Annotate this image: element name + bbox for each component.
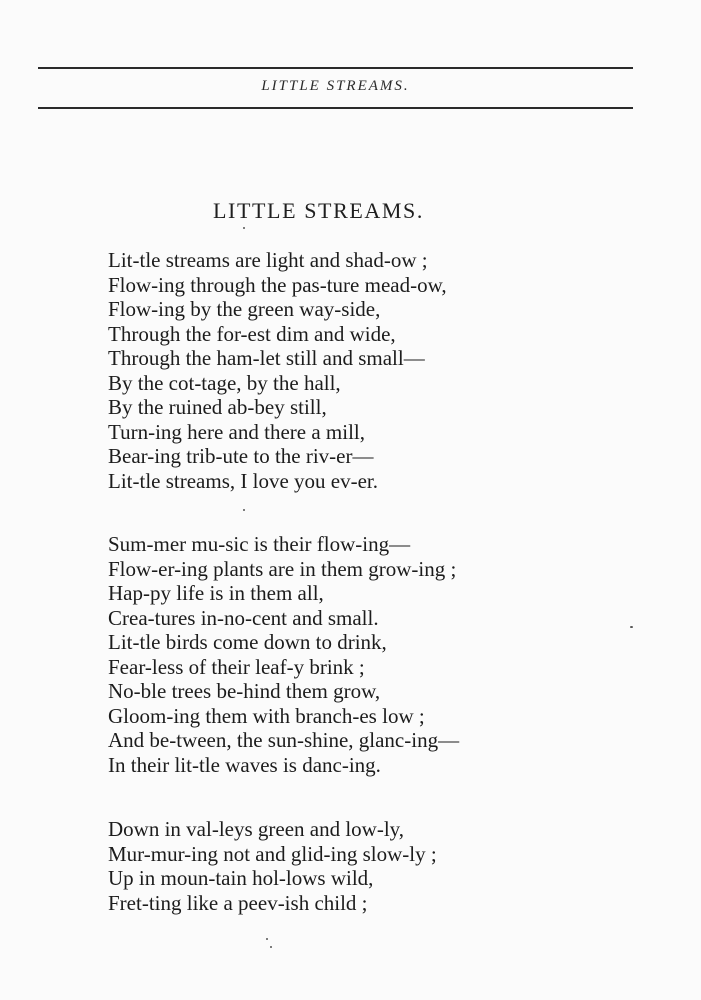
poem-line: Bear-ing trib-ute to the riv-er— <box>108 444 374 468</box>
poem-line: No-ble trees be-hind them grow, <box>108 679 381 703</box>
scan-speck <box>266 938 268 940</box>
header-rule-bottom <box>38 107 633 109</box>
poem-line: Through the ham-let still and small— <box>108 346 425 370</box>
scan-speck <box>630 626 633 628</box>
stanza-3 <box>108 817 437 915</box>
poem-line: Fear-less of their leaf-y brink ; <box>108 654 365 679</box>
poem-line: Flow-ing through the pas-ture mead-ow, <box>108 272 447 297</box>
poem-line: Lit-tle streams are light and shad-ow ; <box>108 248 428 272</box>
scan-speck <box>243 509 245 511</box>
poem-line: Lit-tle birds come down to drink, <box>108 630 387 654</box>
poem-line: Fret-ting like a peev-ish child ; <box>108 890 368 915</box>
poem-line: Up in moun-tain hol-lows wild, <box>108 866 374 890</box>
running-head: LITTLE STREAMS. <box>261 78 410 94</box>
poem-line: Flow-ing by the green way-side, <box>108 297 381 321</box>
poem-line: Lit-tle streams, I love you ev-er. <box>108 468 378 493</box>
header-rule-top <box>38 67 633 69</box>
scan-speck <box>243 227 245 229</box>
poem-line: Crea-tures in-no-cent and small. <box>108 605 379 630</box>
poem-line: Gloom-ing them with branch-es low ; <box>108 703 425 728</box>
poem-line: Hap-py life is in them all, <box>108 581 324 605</box>
poem-line: Through the for-est dim and wide, <box>108 321 396 346</box>
poem-line: And be-tween, the sun-shine, glanc-ing— <box>108 728 460 752</box>
stanza-1 <box>108 248 447 493</box>
poem-line: Sum-mer mu-sic is their flow-ing— <box>108 532 411 556</box>
poem-line: Mur-mur-ing not and glid-ing slow-ly ; <box>108 841 437 866</box>
poem-line: By the cot-tage, by the hall, <box>108 370 341 395</box>
stanza-2 <box>108 532 459 777</box>
scan-speck <box>270 946 272 948</box>
poem-line: Turn-ing here and there a mill, <box>108 419 365 444</box>
poem-line: Down in val-leys green and low-ly, <box>108 817 405 841</box>
poem-line: Flow-er-ing plants are in them grow-ing ; <box>108 556 457 581</box>
poem-line: By the ruined ab-bey still, <box>108 395 327 419</box>
poem-title: LITTLE STREAMS. <box>213 198 424 223</box>
poem-line: In their lit-tle waves is danc-ing. <box>108 752 381 777</box>
